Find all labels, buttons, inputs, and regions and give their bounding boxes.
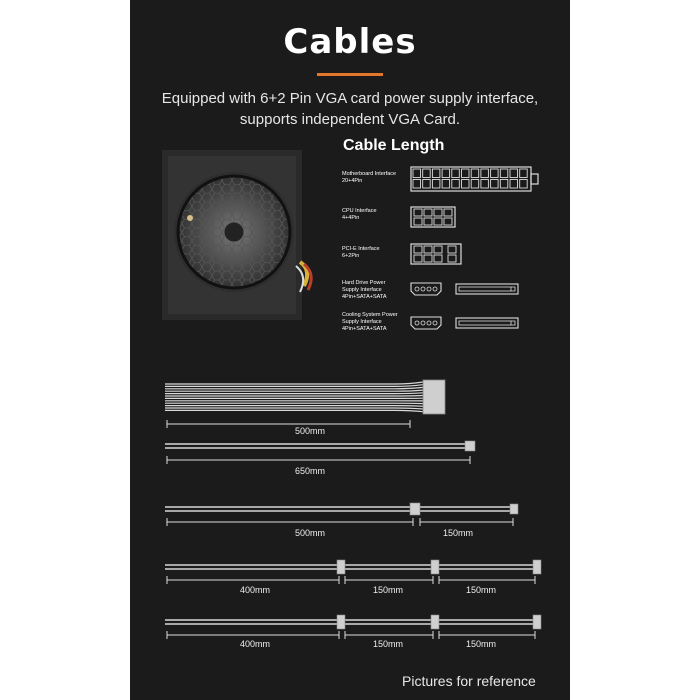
cable-motherboard [165,378,445,432]
cable-cooling [165,612,545,642]
interface-label-pcie: PCI-E Interface 6+2Pin [342,246,380,259]
subtitle-line-2: supports independent VGA Card. [239,111,461,128]
subtitle [130,88,570,130]
motherboard-connector-icon [410,166,540,192]
pcie-connector-icon [410,243,462,265]
title-underline [317,73,383,76]
interface-label-cooling: Cooling System Power Supply Interface 4Pin+SATA+SATA [342,312,398,332]
dimension-label: 400mm [239,639,270,649]
cable-length-title: Cable Length [343,137,445,154]
molex-connector-icon [410,316,442,330]
dimension-label: 500mm [294,528,325,538]
cable-pcie [165,500,525,530]
interface-label-hard-drive: Hard Drive Power Supply Interface 4Pin+SATA+SATA [342,280,387,300]
footer-note: Pictures for reference [402,673,536,689]
cpu-connector-icon [410,206,456,228]
dimension-label: 400mm [239,585,270,595]
subtitle-line-1: Equipped with 6+2 Pin VGA card power supply interface, [161,90,539,107]
dimension-label: 150mm [372,585,403,595]
cables-panel [130,0,570,700]
sata-connector-icon [455,283,519,295]
psu-image [162,150,332,320]
dimension-label: 150mm [442,528,473,538]
molex-connector-icon [410,282,442,296]
dimension-label: 500mm [294,426,325,436]
cable-cpu [165,438,480,468]
interface-label-cpu: CPU Interface 4+4Pin [342,208,377,221]
dimension-label: 150mm [465,585,496,595]
sata-connector-icon [455,317,519,329]
dimension-label: 150mm [372,639,403,649]
dimension-label: 650mm [294,466,325,476]
page-title: Cables [283,22,417,62]
interface-label-motherboard: Motherboard Interface 20+4Pin [342,171,397,184]
dimension-label: 150mm [465,639,496,649]
cable-hard-drive [165,557,545,587]
